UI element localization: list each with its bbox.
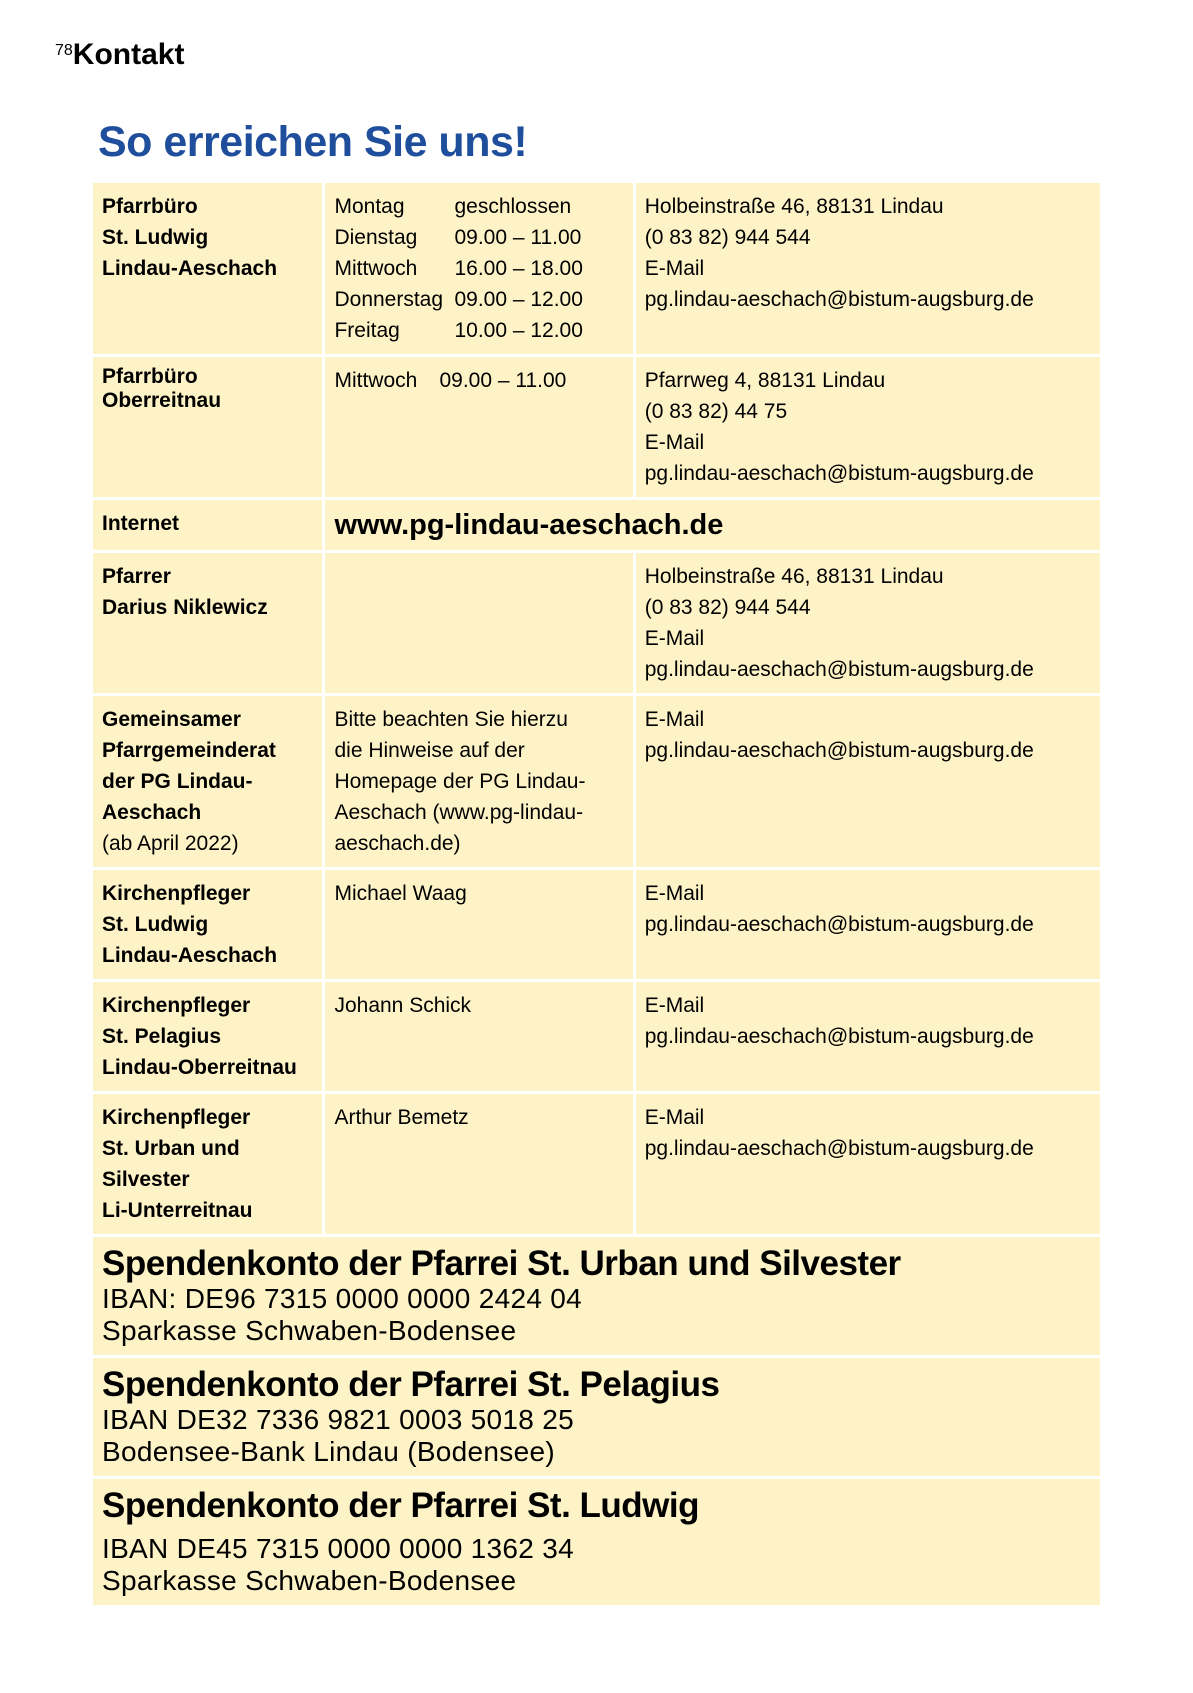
hours-time: 09.00 – 12.00: [454, 288, 583, 311]
label-line: Lindau-Aeschach: [102, 944, 278, 967]
hours-time: 16.00 – 18.00: [454, 257, 583, 280]
info-line: Homepage der PG Lindau-: [334, 770, 586, 793]
email-label: E-Mail: [644, 431, 705, 454]
table-row: [93, 1358, 1100, 1476]
table-row: [93, 1237, 1100, 1355]
contact-info: [636, 357, 1100, 497]
account-title: Spendenkonto der Pfarrei St. Ludwig: [102, 1486, 699, 1525]
row-label: [93, 696, 322, 867]
info-line: Aeschach (www.pg-lindau-: [334, 801, 584, 824]
phone: (0 83 82) 44 75: [644, 400, 788, 423]
phone: (0 83 82) 944 544: [644, 596, 811, 619]
label-line: Kirchenpfleger: [102, 882, 251, 905]
info-line: die Hinweise auf der: [334, 739, 525, 762]
account-iban: IBAN DE45 7315 0000 0000 1362 34: [102, 1533, 574, 1564]
email-address[interactable]: pg.lindau-aeschach@bistum-augsburg.de: [644, 913, 1034, 936]
page-number: 78: [55, 42, 73, 59]
email-address[interactable]: pg.lindau-aeschach@bistum-augsburg.de: [644, 739, 1034, 762]
website-cell: [325, 500, 1100, 550]
label-line: St. Urban und: [102, 1137, 240, 1160]
label-line: Pfarrbüro: [102, 365, 198, 388]
hours-day: Mittwoch: [334, 369, 418, 392]
label-line: Kirchenpfleger: [102, 1106, 251, 1129]
email-label: E-Mail: [644, 708, 705, 731]
info-line: aeschach.de): [334, 832, 461, 855]
contact-info: [636, 870, 1100, 979]
hours-day: Montag: [334, 195, 405, 218]
hours-row: [334, 315, 623, 346]
steward-name: Johann Schick: [334, 994, 472, 1017]
steward-name: Arthur Bemetz: [334, 1106, 469, 1129]
label-line: Aeschach: [102, 801, 202, 824]
spacer: [102, 1525, 1091, 1533]
row-label: [93, 870, 322, 979]
person-name: [325, 1094, 632, 1234]
office-hours: [325, 357, 632, 497]
account-iban: IBAN: DE96 7315 0000 0000 2424 04: [102, 1283, 583, 1314]
label-line: Oberreitnau: [102, 389, 222, 412]
label-line: St. Ludwig: [102, 226, 209, 249]
website-link[interactable]: www.pg-lindau-aeschach.de: [334, 509, 724, 541]
label-line: Silvester: [102, 1168, 190, 1191]
address: Pfarrweg 4, 88131 Lindau: [644, 369, 886, 392]
label-line: Lindau-Oberreitnau: [102, 1056, 297, 1079]
account-bank: Bodensee-Bank Lindau (Bodensee): [102, 1436, 555, 1467]
section-title: Kontakt: [72, 38, 185, 71]
account-iban: IBAN DE32 7336 9821 0003 5018 25: [102, 1404, 574, 1435]
label-line: Li-Unterreitnau: [102, 1199, 253, 1222]
hours-day: Dienstag: [334, 226, 418, 249]
steward-name: Michael Waag: [334, 882, 467, 905]
table-row: [93, 870, 1100, 979]
account-title: Spendenkonto der Pfarrei St. Urban und Silvester: [102, 1244, 901, 1283]
label-line: Internet: [102, 512, 180, 535]
email-address[interactable]: pg.lindau-aeschach@bistum-augsburg.de: [644, 288, 1034, 311]
hours-time: 09.00 – 11.00: [454, 226, 582, 249]
account-bank: Sparkasse Schwaben-Bodensee: [102, 1565, 517, 1596]
empty-cell: [325, 553, 632, 693]
row-label: [93, 183, 322, 354]
donation-account: [93, 1358, 1100, 1476]
email-address[interactable]: pg.lindau-aeschach@bistum-augsburg.de: [644, 1025, 1034, 1048]
contact-info: [636, 1094, 1100, 1234]
table-row: [93, 696, 1100, 867]
contact-info: [636, 183, 1100, 354]
phone: (0 83 82) 944 544: [644, 226, 811, 249]
address: Holbeinstraße 46, 88131 Lindau: [644, 195, 944, 218]
hours-time: 10.00 – 12.00: [454, 319, 583, 342]
email-address[interactable]: pg.lindau-aeschach@bistum-augsburg.de: [644, 1137, 1034, 1160]
row-label: [93, 1094, 322, 1234]
table-row: [93, 500, 1100, 550]
office-hours: [325, 183, 632, 354]
label-line: Gemeinsamer: [102, 708, 241, 731]
label-line: der PG Lindau-: [102, 770, 253, 793]
contact-info: [636, 696, 1100, 867]
hours-row: [334, 222, 623, 253]
label-line: Pfarrgemeinderat: [102, 739, 276, 762]
label-line: St. Ludwig: [102, 913, 209, 936]
label-line: Pfarrbüro: [102, 195, 198, 218]
hours-time: 09.00 – 11.00: [439, 369, 567, 392]
table-row: [93, 1479, 1100, 1605]
account-bank: Sparkasse Schwaben-Bodensee: [102, 1315, 517, 1346]
table-row: [93, 357, 1100, 497]
row-label: [93, 357, 322, 497]
hours-row: [334, 365, 623, 396]
hours-day: Donnerstag: [334, 288, 444, 311]
info-line: Bitte beachten Sie hierzu: [334, 708, 568, 731]
hours-row: [334, 253, 623, 284]
label-note: (ab April 2022): [102, 832, 239, 855]
contact-table: [90, 180, 1103, 1608]
row-label: [93, 500, 322, 550]
email-label: E-Mail: [644, 994, 705, 1017]
donation-account: [93, 1479, 1100, 1605]
table-row: [93, 183, 1100, 354]
donation-account: [93, 1237, 1100, 1355]
table-row: [93, 982, 1100, 1091]
hours-time: geschlossen: [454, 195, 572, 218]
row-label: [93, 553, 322, 693]
hours-row: [334, 284, 623, 315]
contact-info: [636, 982, 1100, 1091]
hours-day: Mittwoch: [334, 257, 418, 280]
row-label: [93, 982, 322, 1091]
table-row: [93, 553, 1100, 693]
email-label: E-Mail: [644, 882, 705, 905]
page-header: [55, 38, 184, 72]
email-address[interactable]: pg.lindau-aeschach@bistum-augsburg.de: [644, 462, 1034, 485]
email-label: E-Mail: [644, 627, 705, 650]
email-label: E-Mail: [644, 257, 705, 280]
person-name: [325, 870, 632, 979]
page-title: So erreichen Sie uns!: [98, 118, 528, 166]
email-address[interactable]: pg.lindau-aeschach@bistum-augsburg.de: [644, 658, 1034, 681]
hours-row: [334, 191, 623, 222]
label-line: Kirchenpfleger: [102, 994, 251, 1017]
label-line: St. Pelagius: [102, 1025, 222, 1048]
email-label: E-Mail: [644, 1106, 705, 1129]
label-line: Darius Niklewicz: [102, 596, 268, 619]
address: Holbeinstraße 46, 88131 Lindau: [644, 565, 944, 588]
info-text: [325, 696, 632, 867]
hours-day: Freitag: [334, 319, 400, 342]
person-name: [325, 982, 632, 1091]
table-row: [93, 1094, 1100, 1234]
label-line: Lindau-Aeschach: [102, 257, 278, 280]
label-line: Pfarrer: [102, 565, 171, 588]
account-title: Spendenkonto der Pfarrei St. Pelagius: [102, 1365, 720, 1404]
contact-info: [636, 553, 1100, 693]
